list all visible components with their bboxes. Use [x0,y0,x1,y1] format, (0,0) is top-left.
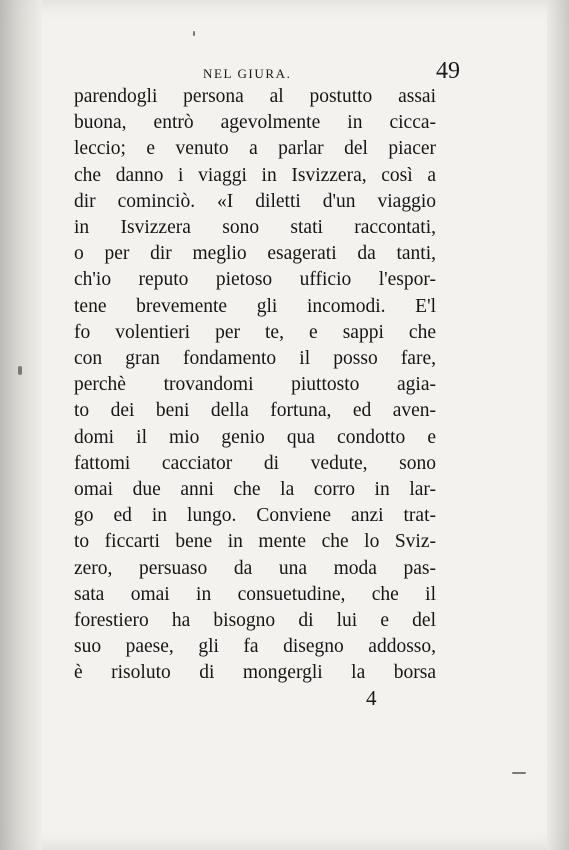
text-line: leccio; e venuto a parlar del piacer [74,138,436,160]
text-line: parendogli persona al postutto assai [74,86,436,107]
text-line: fattomi cacciator di vedute, sono [74,452,436,474]
text-line: omai due anni che la corro in lar- [74,479,436,501]
text-line: perchè trovandomi piuttosto agia- [74,374,436,396]
text-line: dir cominciò. «I diletti d'un viaggio [74,190,436,212]
text-line: o per dir meglio esagerati da tanti, [74,243,436,265]
text-line: domi il mio genio qua condotto e [74,426,436,448]
page-gutter-shadow [0,0,42,850]
ink-speck [193,31,195,36]
page-edge-shadow [547,0,569,850]
text-line: in Isvizzera sono stati raccontati, [74,217,436,239]
text-line: ch'io reputo pietoso ufficio l'espor- [74,269,436,291]
signature-mark: 4 [366,686,377,710]
body-text [74,84,436,687]
text-line: è risoluto di mongergli la borsa [74,662,436,684]
text-line: go ed in lungo. Conviene anzi trat- [74,505,436,527]
text-line: forestiero ha bisogno di lui e del [74,610,436,632]
ink-speck [18,366,22,375]
ink-speck [512,772,526,774]
text-line: zero, persuaso da una moda pas- [74,557,436,579]
text-line: buona, entrò agevolmente in cicca- [74,112,436,134]
text-line: fo volentieri per te, e sappi che [74,321,436,343]
text-line: suo paese, gli fa disegno addosso, [74,636,436,658]
text-line: tene brevemente gli incomodi. E'l [74,295,436,317]
running-head: NEL GIURA. [203,66,292,81]
text-line: che danno i viaggi in Isvizzera, così a [74,164,436,186]
text-line: con gran fondamento il posso fare, [74,348,436,370]
text-line: sata omai in consuetudine, che il [74,583,436,605]
text-line: to ficcarti bene in mente che lo Sviz- [74,531,436,553]
page-number: 49 [436,58,460,84]
text-line: to dei beni della fortuna, ed aven- [74,400,436,422]
